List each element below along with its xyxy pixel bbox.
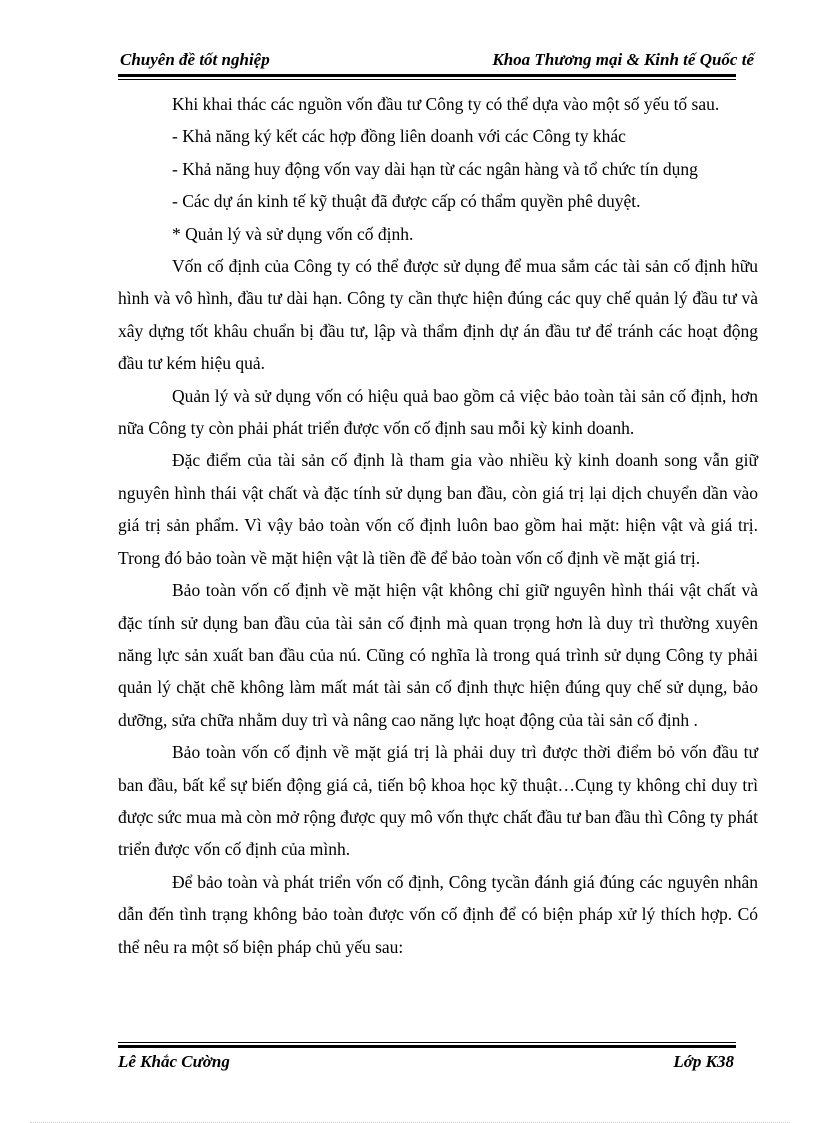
footer-class: Lớp K38 [673,1052,734,1071]
header-rule-thin [118,79,736,80]
page-body [118,88,758,963]
paragraph: Quản lý và sử dụng vốn có hiệu quả bao gồm cả việc bảo toàn tài sản cố định, hơn nữa Công ty còn phải phát triển được vốn cố định sau mỗi kỳ kinh doanh. [118,385,758,439]
paragraph: Bảo toàn vốn cố định về mặt hiện vật không chỉ giữ nguyên hình thái vật chất và đặc tính sử dụng ban đầu của tài sản cố định mà quan trọng hơn là duy trì thường xuyên năng lực sản xuất ban đầu của nú. Cũng có nghĩa là trong quá trình sử dụng Công ty phải quản lý chặt chẽ không làm mất mát tài sản cố định thực hiện đúng quy chế sử dụng, bảo dưỡng, sửa chữa nhằm duy trì và nâng cao năng lực hoạt động của tài sản cố định . [118,580,758,730]
paragraph: Bảo toàn vốn cố định về mặt giá trị là phải duy trì được thời điểm bỏ vốn đầu tư ban đầu, bất kể sự biến động giá cả, tiến bộ khoa học kỹ thuật…Cụng ty không chỉ duy trì được sức mua mà còn mở rộng được quy mô vốn thực chất đầu tư ban đầu thì Công ty phát triển được vốn cố định của mình. [118,742,758,860]
list-item: - Khả năng huy động vốn vay dài hạn từ các ngân hàng và tổ chức tín dụng [172,158,698,179]
list-item: - Các dự án kinh tế kỹ thuật đã được cấp có thẩm quyền phê duyệt. [172,191,641,212]
footer-author: Lê Khắc Cường [118,1052,230,1071]
paragraph: Vốn cố định của Công ty có thể được sử dụng để mua sắm các tài sản cố định hữu hình và vô hình, đầu tư dài hạn. Công ty cần thực hiện đúng các quy chế quản lý đầu tư và xây dựng tốt khâu chuẩn bị đầu tư, lập và thẩm định dự án đầu tư để tránh các hoạt động đầu tư kém hiệu quả. [118,256,758,374]
section-heading: * Quản lý và sử dụng vốn cố định. [172,223,414,244]
header-rule-thick [118,74,736,77]
paragraph: Để bảo toàn và phát triển vốn cố định, Công tycần đánh giá đúng các nguyên nhân dẫn đến tình trạng không bảo toàn được vốn cố định để có biện pháp xử lý thích hợp. Có thể nêu ra một số biện pháp chủ yếu sau: [118,871,758,957]
header-document-title: Chuyên đề tốt nghiệp [120,50,270,69]
list-item: - Khả năng ký kết các hợp đồng liên doanh với các Công ty khác [172,126,626,147]
footer-rule-thick [118,1045,736,1048]
header-faculty: Khoa Thương mại & Kinh tế Quốc tế [492,50,754,69]
paragraph-intro: Khi khai thác các nguồn vốn đầu tư Công ty có thể dựa vào một số yếu tố sau. [172,94,720,114]
footer-rule-thin [118,1042,736,1043]
page-header [118,48,754,74]
paragraph: Đặc điểm của tài sản cố định là tham gia vào nhiều kỳ kinh doanh song vẫn giữ nguyên hình thái vật chất và đặc tính sử dụng ban đầu, còn giá trị lại dịch chuyển dần vào giá trị sản phẩm. Vì vậy bảo toàn vốn cố định luôn bao gồm hai mặt: hiện vật và giá trị. Trong đó bảo toàn về mặt hiện vật là tiền đề để bảo toàn vốn cố định về mặt giá trị. [118,450,758,568]
